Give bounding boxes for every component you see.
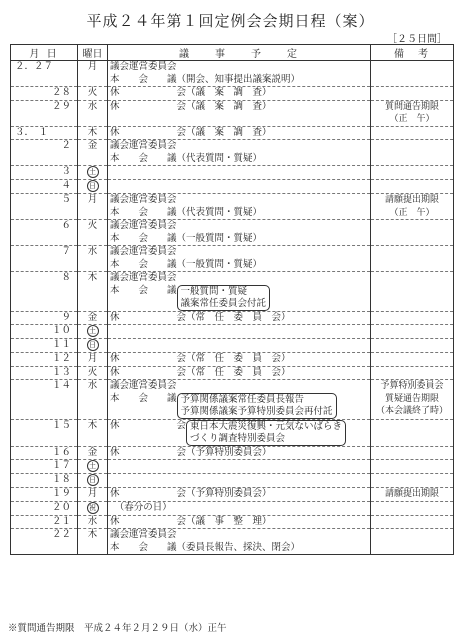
table-row bbox=[11, 126, 454, 140]
row-dow bbox=[78, 100, 108, 126]
agenda-line: 議会運営委員会 bbox=[110, 272, 177, 283]
row-date: １５ bbox=[11, 419, 78, 446]
table-row bbox=[11, 501, 454, 515]
row-agenda bbox=[108, 272, 371, 312]
row-agenda bbox=[108, 100, 371, 126]
row-dow bbox=[78, 488, 108, 502]
agenda-line: 休 会（常 任 委 員 会） bbox=[110, 311, 291, 323]
agenda-line: 休 会（常 任 委 員 会） bbox=[110, 353, 291, 364]
row-agenda bbox=[108, 194, 371, 220]
row-date: ３． １ bbox=[11, 126, 78, 140]
agenda-line: 議会運営委員会 bbox=[110, 194, 177, 205]
dow-label: 水 bbox=[87, 380, 98, 391]
row-agenda bbox=[108, 325, 371, 339]
agenda-line: 本 会 議（一般質問・質疑） bbox=[110, 232, 263, 244]
row-agenda bbox=[108, 87, 371, 101]
holiday-circle: 土 bbox=[87, 460, 99, 472]
row-dow bbox=[78, 339, 108, 353]
row-dow bbox=[78, 180, 108, 194]
row-agenda bbox=[108, 246, 371, 272]
row-note: 質問通告期限 （正 午） bbox=[371, 100, 454, 126]
row-agenda bbox=[108, 529, 371, 555]
row-note bbox=[371, 419, 454, 446]
row-note bbox=[371, 311, 454, 325]
table-row bbox=[11, 488, 454, 502]
row-agenda bbox=[108, 380, 371, 420]
row-date: ８ bbox=[11, 272, 78, 312]
row-note bbox=[371, 246, 454, 272]
row-note: 請願提出期限 （正 午） bbox=[371, 194, 454, 220]
row-date: ２９ bbox=[11, 100, 78, 126]
row-dow bbox=[78, 446, 108, 460]
row-date: ４ bbox=[11, 180, 78, 194]
table-row bbox=[11, 446, 454, 460]
session-length: ［２５日間］ bbox=[387, 34, 447, 45]
holiday-circle: 土 bbox=[87, 166, 99, 178]
row-note bbox=[371, 529, 454, 555]
agenda-line: 本 会 議（開会、知事提出議案説明） bbox=[110, 73, 301, 85]
agenda-line: 休 会（議 案 調 査） bbox=[110, 100, 272, 112]
holiday-circle: 日 bbox=[87, 339, 99, 351]
dow-label: 水 bbox=[87, 100, 98, 112]
agenda-box-line: づくり調査特別委員会 bbox=[190, 432, 286, 444]
holiday-circle: 祝 bbox=[87, 502, 99, 514]
agenda-line: 本 会 議（一般質問・質疑） bbox=[110, 258, 263, 270]
dow-label: 金 bbox=[87, 140, 98, 151]
row-agenda bbox=[108, 180, 371, 194]
row-note bbox=[371, 501, 454, 515]
row-note bbox=[371, 126, 454, 140]
row-date: ２１ bbox=[11, 515, 78, 529]
row-dow bbox=[78, 325, 108, 339]
table-row bbox=[11, 180, 454, 194]
row-dow bbox=[78, 272, 108, 312]
row-date: ９ bbox=[11, 311, 78, 325]
agenda-line: 議会運営委員会 bbox=[110, 61, 177, 72]
row-agenda bbox=[108, 515, 371, 529]
row-date: １１ bbox=[11, 339, 78, 353]
row-agenda bbox=[108, 61, 371, 87]
table-row bbox=[11, 61, 454, 87]
agenda-box-line: 東日本大震災復興・元気ないばらき bbox=[190, 420, 343, 432]
dow-label: 金 bbox=[87, 311, 98, 323]
row-dow bbox=[78, 380, 108, 420]
row-date: １９ bbox=[11, 488, 78, 502]
dow-label: 火 bbox=[87, 87, 98, 98]
holiday-circle: 日 bbox=[87, 180, 99, 192]
row-note bbox=[371, 460, 454, 474]
agenda-prefix: 本 会 議 bbox=[110, 392, 177, 404]
dow-label: 火 bbox=[87, 366, 98, 378]
table-row bbox=[11, 419, 454, 446]
agenda-box bbox=[177, 285, 271, 311]
row-dow bbox=[78, 126, 108, 140]
holiday-circle: 日 bbox=[87, 474, 99, 486]
header-note: 備 考 bbox=[371, 45, 454, 61]
table-row bbox=[11, 460, 454, 474]
row-date: １０ bbox=[11, 325, 78, 339]
table-row bbox=[11, 353, 454, 367]
table-row bbox=[11, 100, 454, 126]
row-date: ３ bbox=[11, 166, 78, 180]
agenda-box-line: 一般質問・質疑 bbox=[180, 285, 248, 297]
agenda-line: 休 会（予算特別委員会） bbox=[110, 446, 272, 458]
dow-label: 火 bbox=[87, 220, 98, 231]
row-dow bbox=[78, 353, 108, 367]
row-note bbox=[371, 166, 454, 180]
agenda-box-line: 予算関係議案常任委員長報告 bbox=[180, 393, 305, 405]
row-dow bbox=[78, 220, 108, 246]
header-agenda: 議 事 予 定 bbox=[108, 45, 371, 61]
row-date: ２０ bbox=[11, 501, 78, 515]
row-note bbox=[371, 515, 454, 529]
row-date: ２８ bbox=[11, 87, 78, 101]
row-dow bbox=[78, 501, 108, 515]
dow-label: 水 bbox=[87, 246, 98, 257]
dow-label: 木 bbox=[87, 272, 98, 283]
agenda-line: 議会運営委員会 bbox=[110, 246, 177, 257]
row-agenda bbox=[108, 166, 371, 180]
agenda-line: 議会運営委員会 bbox=[110, 380, 177, 391]
agenda-line: 議会運営委員会 bbox=[110, 220, 177, 231]
agenda-line: 本 会 議（委員長報告、採決、閉会） bbox=[110, 541, 301, 553]
table-row bbox=[11, 339, 454, 353]
table-row bbox=[11, 325, 454, 339]
row-agenda bbox=[108, 446, 371, 460]
row-agenda bbox=[108, 126, 371, 140]
row-dow bbox=[78, 460, 108, 474]
dow-label: 金 bbox=[87, 446, 98, 458]
row-date: ２ bbox=[11, 140, 78, 166]
row-dow bbox=[78, 474, 108, 488]
header-row bbox=[11, 45, 454, 61]
row-note bbox=[371, 474, 454, 488]
row-agenda bbox=[108, 339, 371, 353]
row-note bbox=[371, 87, 454, 101]
row-agenda bbox=[108, 311, 371, 325]
row-agenda bbox=[108, 474, 371, 488]
agenda-line: 議会運営委員会 bbox=[110, 529, 177, 540]
agenda-prefix: 休 会 bbox=[110, 419, 187, 431]
table-row bbox=[11, 474, 454, 488]
table-row bbox=[11, 220, 454, 246]
row-date: ７ bbox=[11, 246, 78, 272]
agenda-line: 休 会（議 案 調 査） bbox=[110, 87, 272, 98]
agenda-line: （春分の日） bbox=[110, 501, 172, 513]
dow-label: 木 bbox=[87, 126, 98, 138]
agenda-box bbox=[177, 393, 337, 419]
dow-label: 月 bbox=[87, 61, 98, 72]
table-row bbox=[11, 166, 454, 180]
dow-label: 水 bbox=[87, 515, 98, 527]
agenda-line: 議会運営委員会 bbox=[110, 140, 177, 151]
row-dow bbox=[78, 419, 108, 446]
row-dow bbox=[78, 61, 108, 87]
header-date: 月 日 bbox=[11, 45, 78, 61]
row-agenda bbox=[108, 353, 371, 367]
agenda-line: 休 会（議 案 調 査） bbox=[110, 126, 272, 138]
row-date: １８ bbox=[11, 474, 78, 488]
row-note bbox=[371, 272, 454, 312]
row-agenda bbox=[108, 366, 371, 380]
agenda-line: 本 会 議（代表質問・質疑） bbox=[110, 206, 263, 218]
header-dow: 曜日 bbox=[78, 45, 108, 61]
row-agenda bbox=[108, 488, 371, 502]
row-dow bbox=[78, 515, 108, 529]
row-agenda bbox=[108, 220, 371, 246]
row-note bbox=[371, 339, 454, 353]
agenda-box-line: 予算関係議案予算特別委員会再付託 bbox=[180, 405, 333, 417]
agenda-line: 休 会（議 事 整 理） bbox=[110, 515, 272, 527]
table-row bbox=[11, 87, 454, 101]
dow-label: 月 bbox=[87, 194, 98, 205]
table-row bbox=[11, 194, 454, 220]
row-dow bbox=[78, 311, 108, 325]
row-note bbox=[371, 140, 454, 166]
row-date: １４ bbox=[11, 380, 78, 420]
agenda-line: 休 会（予算特別委員会） bbox=[110, 488, 272, 499]
table-row bbox=[11, 272, 454, 312]
schedule-table bbox=[10, 44, 454, 555]
table-row bbox=[11, 246, 454, 272]
row-date: １２ bbox=[11, 353, 78, 367]
row-note bbox=[371, 353, 454, 367]
dow-label: 月 bbox=[87, 353, 98, 364]
row-dow bbox=[78, 246, 108, 272]
agenda-line: 休 会（常 任 委 員 会） bbox=[110, 366, 291, 378]
table-row bbox=[11, 515, 454, 529]
row-dow bbox=[78, 529, 108, 555]
row-date: ２２ bbox=[11, 529, 78, 555]
row-date: １７ bbox=[11, 460, 78, 474]
row-agenda bbox=[108, 460, 371, 474]
row-note bbox=[371, 220, 454, 246]
row-note bbox=[371, 61, 454, 87]
table-row bbox=[11, 311, 454, 325]
row-note bbox=[371, 325, 454, 339]
row-note: 請願提出期限 bbox=[371, 488, 454, 502]
row-note bbox=[371, 446, 454, 460]
row-dow bbox=[78, 140, 108, 166]
row-date: ６ bbox=[11, 220, 78, 246]
table-row bbox=[11, 366, 454, 380]
page-title: 平成２４年第１回定例会会期日程（案） bbox=[86, 12, 375, 30]
row-date: １３ bbox=[11, 366, 78, 380]
agenda-prefix: 本 会 議 bbox=[110, 284, 177, 296]
row-agenda bbox=[108, 501, 371, 515]
row-note: 予算特別委員会 質疑通告期限 （本会議終了時） bbox=[371, 380, 454, 420]
footnote: ※質問通告期限 平成２４年２月２９日（水）正午 bbox=[8, 623, 227, 634]
row-agenda bbox=[108, 140, 371, 166]
row-dow bbox=[78, 366, 108, 380]
row-date: ５ bbox=[11, 194, 78, 220]
row-date: ２．２７ bbox=[11, 61, 78, 87]
row-dow bbox=[78, 166, 108, 180]
dow-label: 木 bbox=[87, 529, 98, 540]
agenda-line: 本 会 議（代表質問・質疑） bbox=[110, 152, 263, 164]
agenda-box-line: 議案常任委員会付託 bbox=[180, 297, 267, 309]
row-agenda bbox=[108, 419, 371, 446]
table-row bbox=[11, 529, 454, 555]
holiday-circle: 土 bbox=[87, 325, 99, 337]
row-dow bbox=[78, 194, 108, 220]
row-dow bbox=[78, 87, 108, 101]
table-row bbox=[11, 140, 454, 166]
row-date: １６ bbox=[11, 446, 78, 460]
dow-label: 月 bbox=[87, 488, 98, 499]
agenda-box bbox=[186, 420, 346, 446]
dow-label: 木 bbox=[87, 419, 98, 431]
row-note bbox=[371, 366, 454, 380]
row-note bbox=[371, 180, 454, 194]
table-row bbox=[11, 380, 454, 420]
